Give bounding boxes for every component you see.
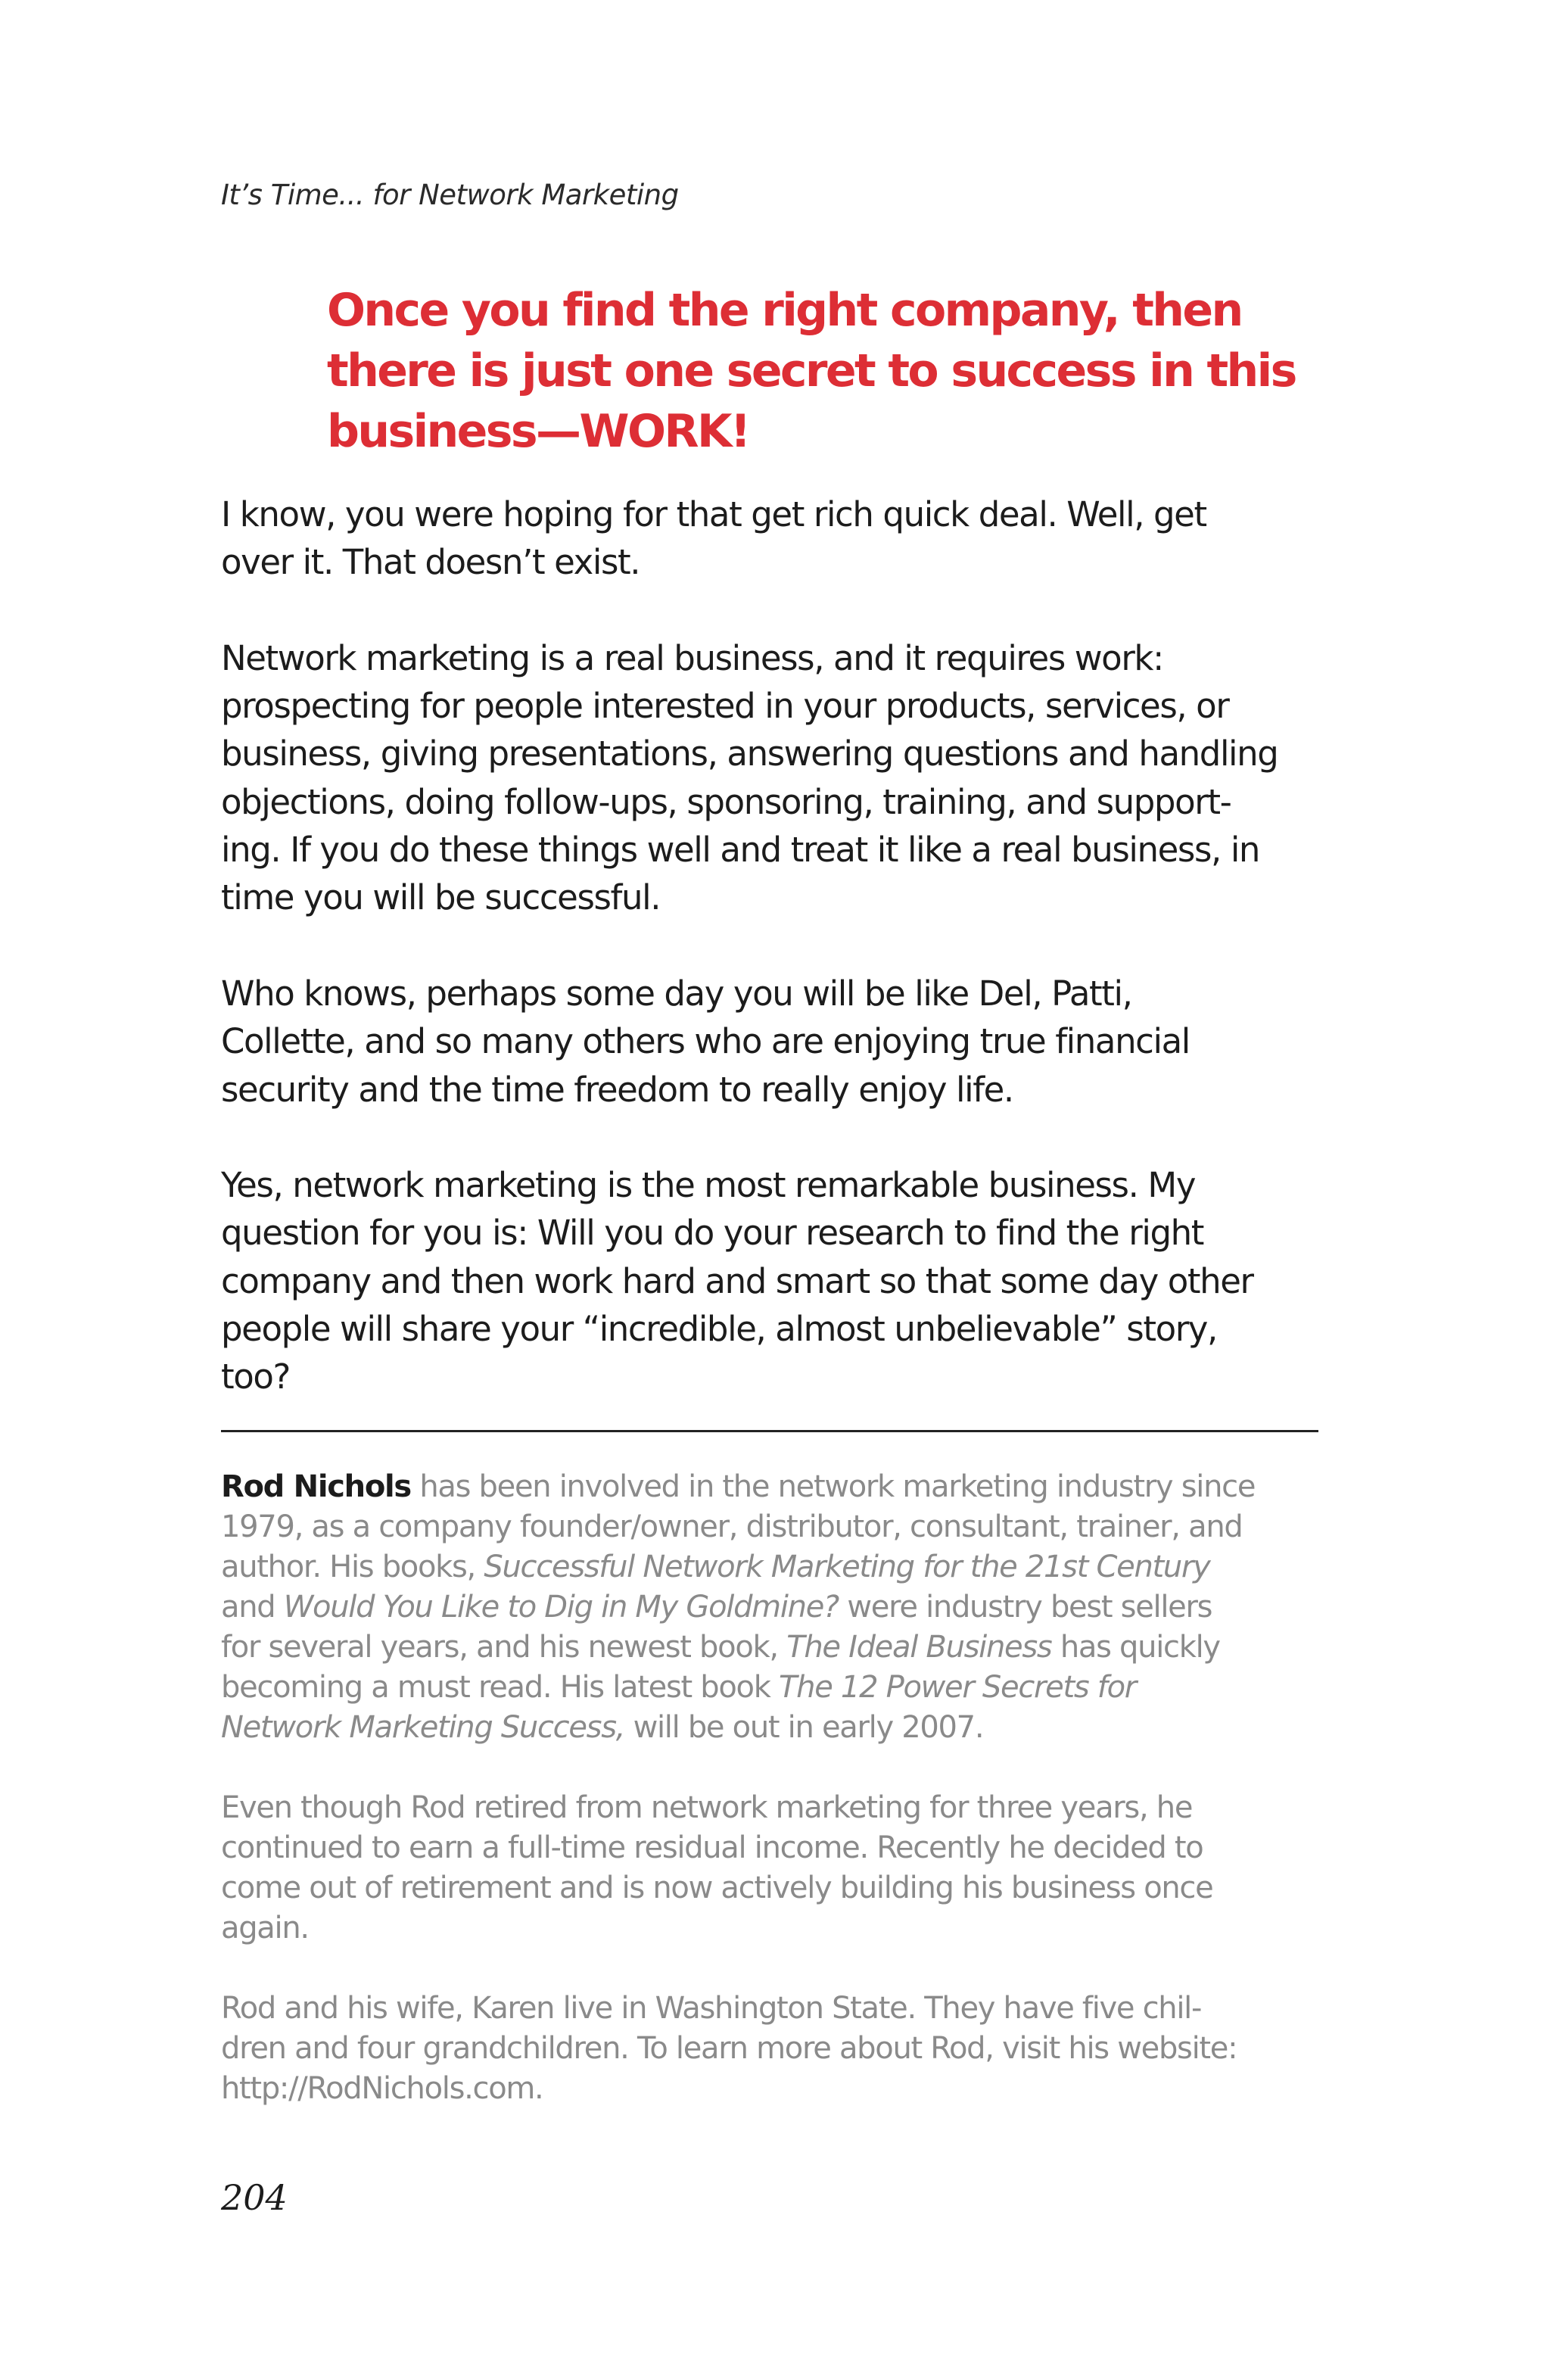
bio-text: has been involved in the network marketing industry since 1979, as a company founder/owner, distributor, consultant, trainer, and author. His books, xyxy=(221,1469,1256,1584)
page-number: 204 xyxy=(221,2177,288,2218)
running-header: It’s Time... for Network Marketing xyxy=(221,179,679,211)
bio-paragraph: Even though Rod retired from network marketing for three years, he continued to earn a full-time residual income. Recently he decided to come out of retirement and is now actively building his business once again. xyxy=(221,1790,1213,1945)
body-paragraph: Yes, network marketing is the most remarkable business. My question for you is: Will you do your research to find the right company and then work hard and smart so that some day other people will share your “incredible, almost unbelievable” story, too? xyxy=(221,1165,1253,1397)
bio-text: and xyxy=(221,1590,275,1625)
book-title: The Ideal Business xyxy=(786,1630,1052,1665)
pull-quote: Once you find the right company, then there is just one secret to success in this business—WORK! xyxy=(327,284,1296,458)
bio-paragraph xyxy=(221,1467,1371,1748)
bio-text: has quickly becoming a must read. His latest book xyxy=(221,1630,1220,1705)
book-title: Successful Network Marketing for the 21st Century xyxy=(484,1550,1210,1584)
body-paragraph: I know, you were hoping for that get rich quick deal. Well, get over it. That doesn’t exist. xyxy=(221,494,1206,583)
book-title: Would You Like to Dig in My Goldmine? xyxy=(283,1590,839,1625)
body-paragraph: Who knows, perhaps some day you will be like Del, Patti, Collette, and so many others who are enjoying true financial security and the time freedom to really enjoy life. xyxy=(221,973,1190,1110)
section-divider xyxy=(221,1430,1318,1432)
bio-text: will be out in early 2007. xyxy=(624,1710,984,1745)
main-text xyxy=(221,491,1356,1401)
body-paragraph: Network marketing is a real business, and it requires work: prospecting for people interested in your products, services, or business, giving presentations, answering questions and handling objections, doing follow-ups, sponsoring, training, and support- ing. If you do these things well and treat it like a real business, in time you will be successful. xyxy=(221,637,1278,918)
book-title: The 12 Power Secrets for Network Marketing Success, xyxy=(221,1670,1136,1745)
author-bio xyxy=(221,1467,1371,2109)
bio-paragraph: Rod and his wife, Karen live in Washington State. They have five chil- dren and four grandchildren. To learn more about Rod, visit his website: http://RodNichols.com. xyxy=(221,1991,1237,2106)
bio-text: were industry best sellers for several years, and his newest book, xyxy=(221,1590,1212,1665)
author-name: Rod Nichols xyxy=(221,1469,411,1504)
